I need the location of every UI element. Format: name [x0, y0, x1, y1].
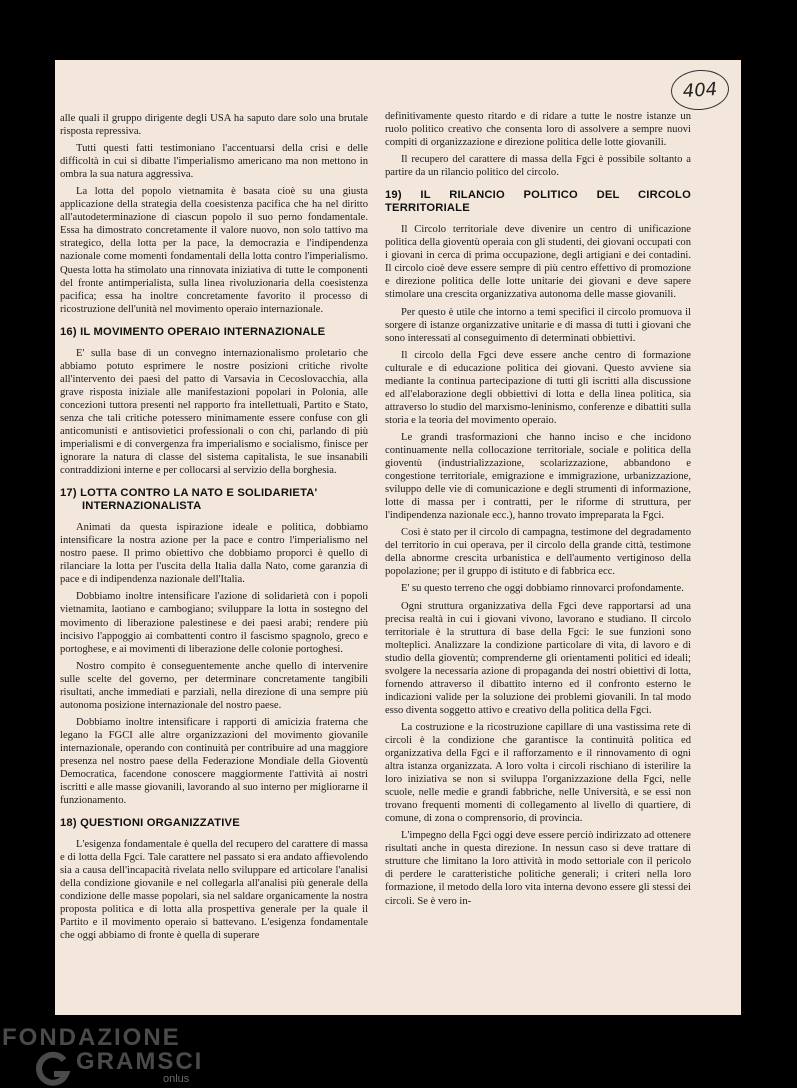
logo-line-2: GRAMSCI — [76, 1048, 204, 1075]
paragraph: Dobbiamo inoltre intensificare l'azione di solidarietà con i popoli vietnamita, laotiano e cambogiano; sviluppare la lotta in sostegno del movimento di liberazione palestinese e dei paesi arabi; rendere più incisivo l'appoggio ai combattenti contro il fascismo spagnolo, greco e portoghese, e ai movimenti di liberazione delle colonie portoghesi. — [60, 591, 368, 655]
section-heading-17 — [60, 487, 368, 513]
fondazione-gramsci-logo — [0, 1020, 260, 1085]
document-page — [55, 60, 741, 1015]
section-heading-19: 19) IL RILANCIO POLITICO DEL CIRCOLO TERRITORIALE — [385, 189, 691, 215]
logo-line-1: FONDAZIONE — [2, 1024, 181, 1051]
heading-line: 17) LOTTA CONTRO LA NATO E SOLIDARIETA' — [60, 487, 318, 500]
paragraph: Così è stato per il circolo di campagna, testimone del degradamento del territorio in cui operava, per il circolo della grande città, testimone della abnorme crescita urbanistica e dell'aumento vertiginoso della popolazione; per il gruppo di istituto e di fabbrica ecc. — [385, 527, 691, 578]
paragraph: La lotta del popolo vietnamita è basata cioè su una giusta applicazione della strategia della coesistenza pacifica che ha nel diritto all'autodeterminazione di ciascun popolo il suo perno fondamentale. Essa ha dimostrato concretamente il valore nuovo, non solo tattivo ma strategico, della lotta per la pace, la democrazia e l'indipendenza nazionale come momenti fondamentali della lotta contro l'imperialismo. Questa lotta ha stimolato una rinnovata iniziativa di tutte le componenti del fronte antimperialista, sulla linea rivoluzionaria della coesistenza pacifica; essa ha inoltre concretamente favorito il processo di ricostruzione dell'unità nel movimento operaio internazionale. — [60, 186, 368, 315]
paragraph: Animati da questa ispirazione ideale e politica, dobbiamo intensificare la nostra azione per la pace e contro l'imperialismo nel nostro paese. Il primo obiettivo che dobbiamo proporci è quello di rilanciare la lotta per l'uscita della Italia dalla Nato, come garanzia di pace e di indipendenza nazionale dell'Italia. — [60, 522, 368, 586]
logo-g-icon — [34, 1050, 72, 1088]
section-heading-18: 18) QUESTIONI ORGANIZZATIVE — [60, 817, 240, 830]
heading-line: INTERNAZIONALISTA — [82, 500, 202, 513]
paragraph: Dobbiamo inoltre intensificare i rapporti di amicizia fraterna che legano la FGCI alle altre organizzazioni del movimento giovanile internazionale, operando con continuità per contribuire ad una maggiore presenza nel nostro paese della Federazione Mondiale della Gioventù Democratica, facendone conoscere maggiormente l'attività ai nostri iscritti e alle masse giovanili, lavorando al suo interno per migliorarne il funzionamento. — [60, 716, 368, 807]
paragraph: E' sulla base di un convegno internazionalismo proletario che abbiamo potuto esprimere le nostre posizioni critiche rivolte all'intervento dei paesi del patto di Varsavia in Cecoslovacchia, alla grave risposta iniziale alle manifestazioni popolari in Polonia, alle concezioni tuttora presenti nel rapporto fra intellettuali, Partito e Stato, senza che tali critiche potessero minimamente essere confuse con gli anticomunisti e antisovietici professionali o con chi, parlando di più imperialismi e di convergenza fra imperialismo e socialismo, finisce per ignorare la natura di classe del sistema capitalista, le sue insanabili contraddizioni interne e per collocarsi al servizio della borghesia. — [60, 347, 368, 477]
paragraph: La costruzione e la ricostruzione capillare di una vastissima rete di circoli è la condizione che garantisce la continuità politica ed organizzativa della Fgci e il rafforzamento e il rinnovamento di ogni altra istanza organizzata. A loro volta i circoli rischiano di isterilire la loro iniziativa se non si sviluppa l'organizzazione della Fgci, nelle scuole, nelle medie e grandi fabbriche, nelle Università, e se essi non trovano frequenti momenti di collegamento al livello di quartiere, di comune, di zona o comprensorio, di provincia. — [385, 721, 691, 825]
paragraph: Le grandi trasformazioni che hanno inciso e che incidono continuamente nella collocazione territoriale, sociale e politica della gioventù (industrializzazione, scolarizzazione, abbandono e congestione territoriale, emigrazione e immigrazione, urbanizzazione, sviluppo delle vie di comunicazione e degli strumenti di informazione, lotte di massa per i contratti, per le riforme di struttura, per l'indipendenza nazionale ecc.), hanno trovato impreparata la Fgci. — [385, 431, 691, 522]
logo-line-3: onlus — [163, 1073, 190, 1085]
section-heading-16: 16) IL MOVIMENTO OPERAIO INTERNAZIONALE — [60, 325, 326, 338]
paragraph: alle quali il gruppo dirigente degli USA ha saputo dare solo una brutale risposta repressiva. — [60, 113, 368, 138]
paragraph: Per questo è utile che intorno a temi specifici il circolo promuova il sorgere di istanze organizzative unitarie e di massa di tutti i giovani che sono interessati al conseguimento di determinati obbiettivi. — [385, 306, 691, 344]
paragraph: definitivamente questo ritardo e di ridare a tutte le nostre istanze un ruolo politico creativo che consenta loro di assolvere a sempre nuovi compiti di organizzazione e direzione politica delle lotte giovanili. — [385, 111, 691, 149]
paragraph: L'impegno della Fgci oggi deve essere perciò indirizzato ad ottenere risultati anche in questa direzione. In nessun caso si deve trattare di strutture che limitano la loro attività in modo settoriale con il pericolo di perdere le caratteristiche politiche generali; i criteri nella loro formazione, il metodo della loro vita interna devono essere gli stessi dei circoli. Se è vero in- — [385, 830, 691, 907]
page-number: 404 — [670, 68, 731, 112]
paragraph: Ogni struttura organizzativa della Fgci deve rapportarsi ad una precisa realtà in cui i giovani vivono, lavorano e studiano. Il circolo territoriale è la struttura di base della Fgci: le sue funzioni sono molteplici. Analizzare la condizione particolare di vita, di lavoro e di studio della gioventù; comprenderne gli orientamenti politici ed ideali; svolgere la necessaria azione di propaganda dei nostri obiettivi di lotta, fornendo attraverso il dibattito interno ed il confronto esterno le indicazioni valide per la soluzione dei problemi giovanili. In tal modo esso diventa soggetto attivo e creativo della politica della Fgci. — [385, 600, 691, 716]
paragraph: Il Circolo territoriale deve divenire un centro di unificazione politica della gioventù operaia con gli studenti, dei giovani occupati con i giovani in cerca di prima occupazione, degli artigiani e dei contadini. Il circolo cioè deve essere sempre di più centro effettivo di promozione e direzione politica delle lotte unitarie dei giovani e deve sapere stimolare una crescita organizzativa autonoma delle masse giovanili. — [385, 224, 691, 301]
paragraph: E' su questo terreno che oggi dobbiamo rinnovarci profondamente. — [401, 583, 684, 595]
right-column — [385, 110, 691, 912]
paragraph: L'esigenza fondamentale è quella del recupero del carattere di massa e di lotta della Fgci. Tale carattere nel passato si era andato affievolendo sia a causa dell'incapacità rivelata nello sviluppare ed articolare l'analisi della condizione giovanile e nel collegarla all'analisi più generale della condizione delle masse popolari, sia nel saldare organicamente la nostra proposta politica e di lotta alla prospettiva generale per la quale il Partito e il movimento operaio si battevano. L'esigenza fondamentale che oggi abbiamo di fronte è quella di superare — [60, 839, 368, 942]
paragraph: Il recupero del carattere di massa della Fgci è possibile soltanto a partire da un rilancio politico del circolo. — [385, 154, 691, 179]
left-column — [60, 112, 368, 947]
paragraph: Il circolo della Fgci deve essere anche centro di formazione culturale e di educazione politica dei giovani. Questo avviene sia mediante la continua partecipazione di tutti gli iscritti alla discussione ed all'elaborazione degli obbiettivi di lotta e della linea politica, sia attraverso lo studio del marxismo-leninismo, conferenze e dibattiti sulla storia e la teoria del movimento operaio. — [385, 349, 691, 426]
paragraph: Nostro compito è conseguentemente anche quello di intervenire sulle scelte del governo, per determinare concretamente tangibili risultati, anche immediati e parziali, nella direzione di una sempre più autonoma posizione internazionale del nostro paese. — [60, 660, 368, 711]
paragraph: Tutti questi fatti testimoniano l'accentuarsi della crisi e delle difficoltà in cui si dibatte l'imperialismo americano ma non mettono in ombra la sua natura aggressiva. — [60, 143, 368, 181]
